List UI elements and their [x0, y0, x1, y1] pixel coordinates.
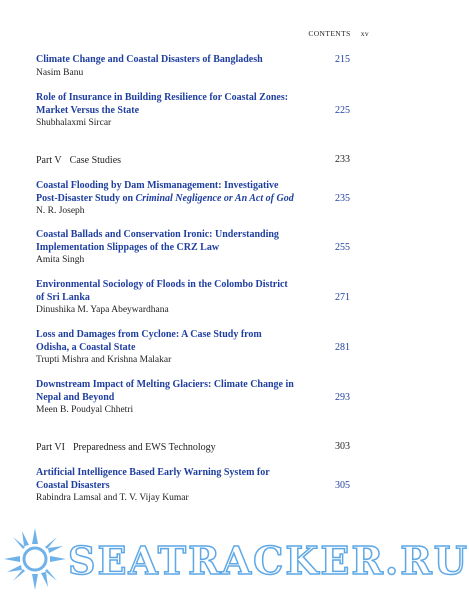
part-heading[interactable]: [36, 154, 350, 167]
header-label: CONTENTS: [308, 29, 351, 38]
header-page-number: xv: [360, 29, 369, 38]
part-number: Part V: [36, 155, 62, 166]
entry-author: Trupti Mishra and Krishna Malakar: [36, 355, 172, 365]
toc-entry[interactable]: [36, 279, 350, 317]
entry-title[interactable]: Climate Change and Coastal Disasters of Bangladesh: [36, 54, 263, 65]
part-page[interactable]: 233: [335, 154, 350, 165]
entry-title[interactable]: Downstream Impact of Melting Glaciers: Climate Change in Nepal and Beyond: [36, 379, 294, 403]
entry-author: Amita Singh: [36, 255, 85, 265]
entry-page[interactable]: 255: [335, 241, 350, 253]
entry-author: Meen B. Poudyal Chhetri: [36, 405, 134, 415]
entry-author: Rabindra Lamsal and T. V. Vijay Kumar: [36, 493, 189, 503]
entry-page[interactable]: 215: [335, 54, 350, 65]
entry-author: Nasim Banu: [36, 67, 84, 78]
entry-title[interactable]: Environmental Sociology of Floods in the Colombo District of Sri Lanka: [36, 279, 288, 303]
watermark: [0, 530, 469, 590]
toc-entry[interactable]: [36, 54, 350, 79]
part-title: Case Studies: [69, 155, 122, 166]
entry-title[interactable]: Coastal Ballads and Conservation Ironic: Understanding Implementation Slippages of the CRZ Law: [36, 229, 279, 253]
entry-page[interactable]: 293: [335, 391, 350, 403]
toc-entry[interactable]: [36, 92, 350, 130]
entry-title[interactable]: Role of Insurance in Building Resilience for Coastal Zones: Market Versus the State: [36, 92, 289, 116]
toc-entry[interactable]: [36, 329, 350, 367]
entry-author: Dinushika M. Yapa Abeywardhana: [36, 305, 169, 315]
toc-entry[interactable]: [36, 467, 350, 505]
entry-page[interactable]: 271: [335, 291, 350, 303]
entry-page[interactable]: 235: [335, 192, 350, 204]
part-page[interactable]: 303: [335, 441, 350, 452]
entry-title[interactable]: Artificial Intelligence Based Early Warning System for Coastal Disasters: [36, 467, 270, 491]
entry-author: N. R. Joseph: [36, 206, 85, 216]
toc-entry[interactable]: [36, 180, 350, 218]
entry-page[interactable]: 225: [335, 104, 350, 116]
entry-page[interactable]: 305: [335, 479, 350, 491]
running-header: [308, 29, 369, 38]
entry-title[interactable]: Loss and Damages from Cyclone: A Case Study from Odisha, a Coastal State: [36, 329, 262, 353]
watermark-text: SEATRACKER.RU: [68, 538, 469, 583]
part-title: Preparedness and EWS Technology: [72, 442, 216, 453]
toc-entry[interactable]: [36, 379, 350, 417]
part-number: Part VI: [36, 442, 65, 453]
part-heading[interactable]: [36, 441, 350, 454]
entry-title[interactable]: Coastal Flooding by Dam Mismanagement: Investigative Post-Disaster Study on Criminal Negligence or An Act of God: [36, 180, 294, 204]
toc-entry[interactable]: [36, 229, 350, 267]
entry-author: Shubhalaxmi Sircar: [36, 118, 112, 128]
sun-icon: [2, 526, 68, 592]
entry-page[interactable]: 281: [335, 341, 350, 353]
